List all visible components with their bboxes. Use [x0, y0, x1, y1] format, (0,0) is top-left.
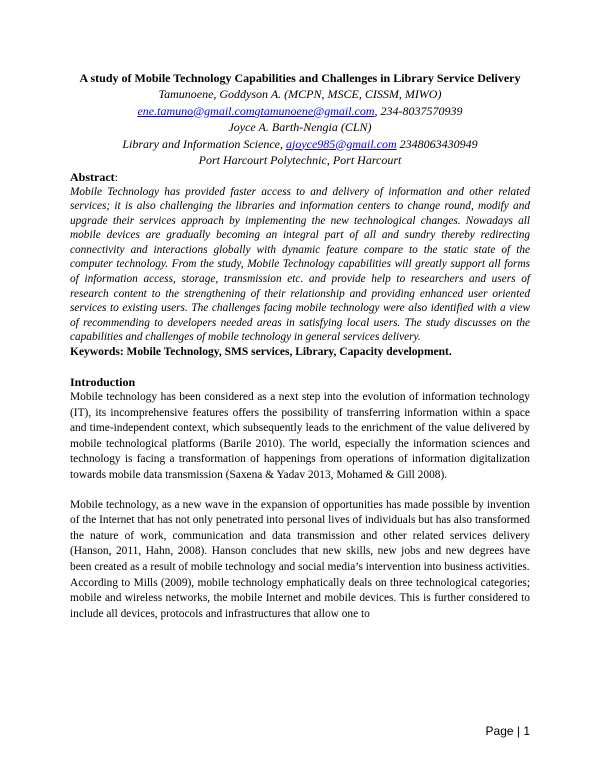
author-2-contact — [70, 136, 530, 153]
author-1-contact — [70, 103, 530, 120]
intro-paragraph-2: Mobile technology, as a new wave in the expansion of opportunities has made possible by invention of the Internet that has not only penetrated into personal lives of individuals but has also transformed the nature of work, communication and data transmission and other related services delivery (Hanson, 2011, Hahn, 2008). Hanson concludes that new skills, new jobs and new degrees have been created as a result of mobile technology and social media’s intervention into business activities. — [70, 498, 530, 573]
department: Library and Information Science, — [122, 136, 286, 151]
institution: Port Harcourt Polytechnic, Port Harcourt — [198, 153, 402, 167]
page-number: Page | 1 — [485, 724, 530, 738]
email-link-1[interactable]: ene.tamuno@gmail.com — [137, 103, 255, 118]
author-1: Tamunoene, Goddyson A. (MCPN, MSCE, CISSM, MIWO) — [158, 87, 442, 101]
email-link-3[interactable]: ajoyce985@gmail.com — [285, 136, 397, 151]
abstract-heading-line — [70, 169, 530, 185]
abstract-heading: Abstract — [70, 169, 115, 184]
intro-paragraph-1: Mobile technology has been considered as a next step into the evolution of information technology (IT), its incomprehensive features offers the possibility of transferring information within a space and time-independent context, which subsequently leads to the enrichment of the value delivered by mobile technological platforms (Barile 2010). The world, especially the information sciences and technology is facing a transformation of happenings from operations of information digitalization towards mobile data transmission (Saxena & Yadav 2013, Mohamed & Gill 2008). — [70, 391, 530, 481]
phone-2: 2348063430949 — [396, 136, 478, 151]
abstract-colon: : — [114, 169, 118, 184]
email-link-2[interactable]: gtamunoene@gmail.com — [254, 103, 375, 118]
author-2: Joyce A. Barth-Nengia (CLN) — [228, 120, 372, 134]
introduction-heading: Introduction — [70, 375, 136, 390]
paragraph-gap — [70, 484, 530, 498]
phone-1: , 234-8037570939 — [374, 103, 463, 118]
page-content — [70, 70, 530, 622]
abstract-body: Mobile Technology has provided faster access to and delivery of information and other related services; it is also challenging the libraries and information centers to change round, modify and upgrade their services approach by implementing the new technological changes. Nowadays all mobile devices are gradually becoming an integral part of all and sundry thereby redirecting connectivity and interactions globally with dynamic feature compare to the static state of the computer technology. From the study, Mobile Technology capabilities will greatly support all forms of information access, storage, transmission etc. and provide help to researchers and users of research content to the strengthening of their relationship and providing enhanced user oriented services to existing users. The challenges facing mobile technology were also identified with a view of recommending to developers needed areas in satisfying local users. The study discusses on the capabilities and challenges of mobile technology in general services delivery. — [70, 185, 530, 344]
keywords: Keywords: Mobile Technology, SMS services, Library, Capacity development. — [70, 346, 452, 359]
paper-title: A study of Mobile Technology Capabilities and Challenges in Library Service Delivery — [79, 71, 521, 85]
intro-paragraph-3: According to Mills (2009), mobile technology emphatically deals on three technological categories; mobile and wireless networks, the mobile Internet and mobile devices. This is further considered to include all devices, protocols and infrastructures that allow one to — [70, 576, 530, 620]
